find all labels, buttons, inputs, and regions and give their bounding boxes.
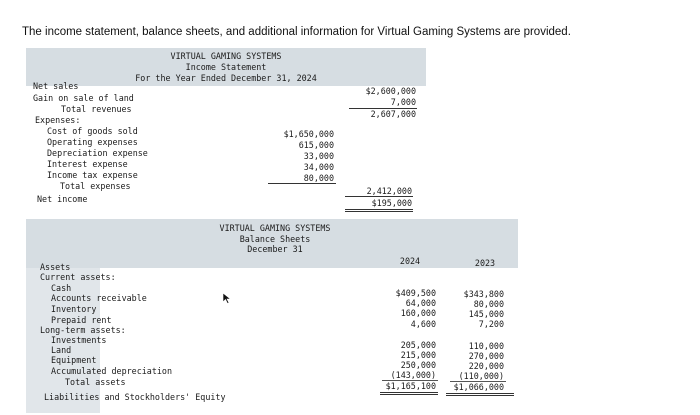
bs-date: December 31	[247, 244, 303, 254]
bs-current-assets-label: Current assets:	[40, 272, 116, 282]
is-expense-label: Operating expenses	[47, 137, 138, 147]
bs-asset-2023: 80,000	[473, 299, 504, 309]
bs-asset-label: Accumulated depreciation	[51, 366, 173, 376]
is-rule-net-income-1	[345, 209, 413, 210]
bs-total-rule-2023-a	[446, 393, 514, 394]
bs-company: VIRTUAL GAMING SYSTEMS	[219, 223, 331, 233]
bs-total-rule-2024-a	[380, 392, 438, 393]
bs-asset-label: Inventory	[51, 304, 97, 314]
bs-assets-label: Assets	[40, 262, 71, 272]
is-net-income-label: Net income	[37, 194, 88, 204]
is-expense-value: 34,000	[303, 162, 334, 172]
mouse-pointer-icon	[222, 292, 232, 304]
is-net-income-value: $195,000	[371, 198, 412, 208]
is-expense-label: Depreciation expense	[47, 148, 148, 158]
is-expense-value: $1,650,000	[283, 129, 334, 139]
bs-asset-2023: 220,000	[468, 361, 504, 371]
bs-asset-2023: (110,000)	[458, 371, 504, 381]
is-expense-label: Cost of goods sold	[47, 126, 138, 136]
is-total-expenses-value: 2,412,000	[366, 186, 412, 196]
bs-asset-2023: 7,200	[478, 319, 504, 329]
is-expense-value: 615,000	[298, 140, 334, 150]
bs-asset-2024: 4,600	[410, 319, 436, 329]
is-total-expenses-label: Total expenses	[60, 181, 131, 191]
bs-asset-2024: 250,000	[400, 360, 436, 370]
is-title: Income Statement	[185, 62, 267, 72]
bs-asset-2024: 205,000	[400, 340, 436, 350]
is-period: For the Year Ended December 31, 2024	[135, 73, 317, 83]
is-net-sales-value: $2,600,000	[365, 86, 416, 96]
bs-asset-label: Cash	[51, 283, 72, 293]
bs-asset-2024: (143,000)	[390, 370, 436, 380]
is-expenses-label: Expenses:	[35, 115, 81, 125]
bs-asset-label: Equipment	[51, 355, 97, 365]
bs-col-2023: 2023	[474, 258, 496, 268]
is-rule-total-expenses	[345, 196, 413, 197]
bs-asset-2023: 110,000	[468, 341, 504, 351]
bs-total-rule-2024-b	[380, 394, 438, 395]
is-gain-label: Gain on sale of land	[33, 93, 134, 103]
bs-title: Balance Sheets	[239, 234, 311, 244]
bs-asset-2024: $409,500	[395, 288, 436, 298]
is-expense-label: Income tax expense	[47, 170, 138, 180]
bs-asset-2023: $343,800	[463, 289, 504, 299]
bs-asset-label: Investments	[51, 335, 107, 345]
bs-asset-2023: 145,000	[468, 309, 504, 319]
intro-text: The income statement, balance sheets, and additional information for Virtual Gaming Systems are provided.	[22, 26, 571, 38]
is-company: VIRTUAL GAMING SYSTEMS	[170, 51, 282, 61]
is-total-revenues-value: 2,607,000	[370, 109, 416, 119]
is-expense-value: 80,000	[303, 173, 334, 183]
bs-total-assets-label: Total assets	[65, 377, 126, 387]
is-rule-net-income-2	[345, 211, 413, 212]
bs-long-term-label: Long-term assets:	[40, 325, 126, 335]
is-net-sales-label: Net sales	[33, 81, 79, 91]
is-expense-value: 33,000	[303, 151, 334, 161]
bs-liabilities-label: Liabilities and Stockholders' Equity	[44, 392, 226, 402]
bs-asset-2024: 64,000	[405, 298, 436, 308]
bs-col-2024: 2024	[399, 256, 421, 266]
is-gain-value: 7,000	[390, 97, 416, 107]
bs-total-2023: $1,066,000	[453, 382, 504, 392]
bs-asset-2023: 270,000	[468, 351, 504, 361]
bs-asset-label: Accounts receivable	[51, 293, 147, 303]
bs-asset-label: Prepaid rent	[51, 315, 112, 325]
bs-asset-2024: 160,000	[400, 308, 436, 318]
bs-total-rule-2023-b	[446, 395, 514, 396]
bs-asset-label: Land	[51, 345, 72, 355]
is-rule-expenses	[268, 183, 336, 184]
is-total-revenues-label: Total revenues	[61, 104, 132, 114]
bs-asset-2024: 215,000	[400, 350, 436, 360]
is-expense-label: Interest expense	[47, 159, 128, 169]
bs-total-2024: $1,165,100	[385, 381, 436, 391]
